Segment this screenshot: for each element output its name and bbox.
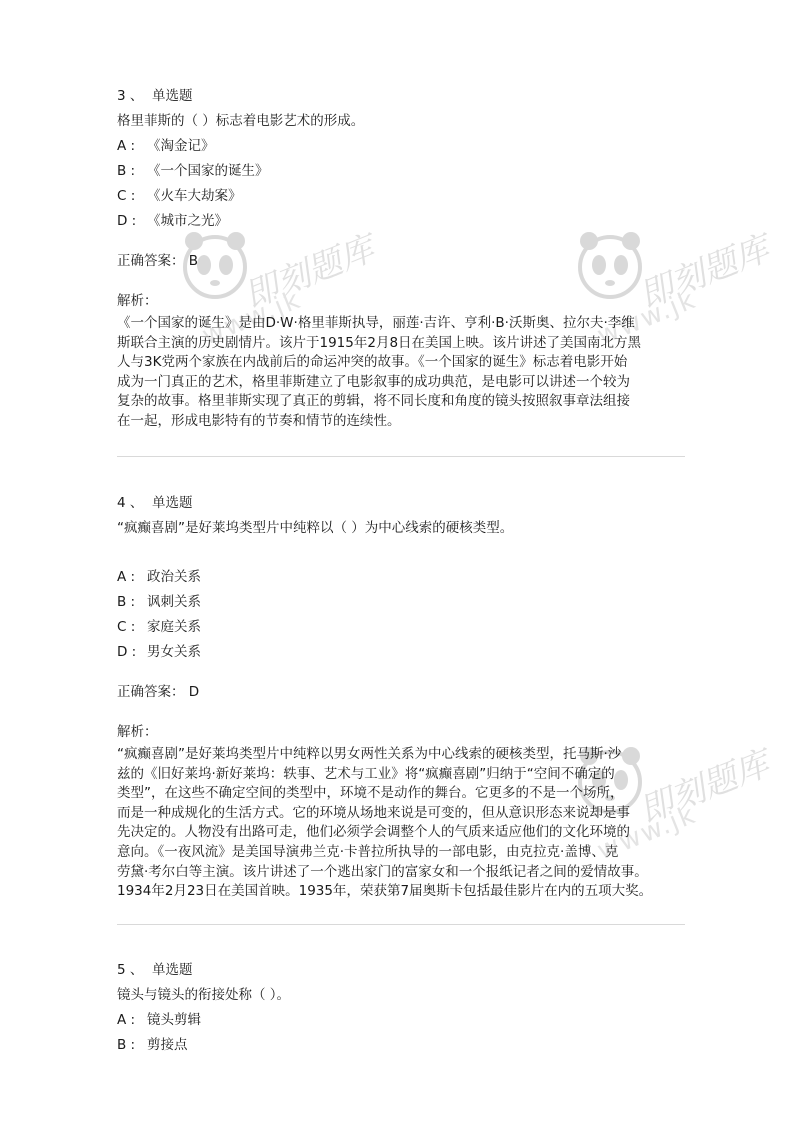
option-d[interactable] [117, 640, 687, 665]
option-text: 镜头剪辑 [147, 1012, 201, 1028]
watermark-url: www.jk [198, 284, 306, 352]
analysis-line: 劳黛·考尔白等主演。该片讲述了一个逃出家门的富家女和一个报纸记者之间的爱情故事。 [117, 863, 648, 880]
watermark-text: 即刻题库 [633, 743, 775, 832]
answer-label: 正确答案： [117, 684, 185, 700]
watermark-url: www.jk [593, 284, 701, 352]
option-b[interactable] [117, 590, 687, 615]
option-text: 家庭关系 [147, 619, 201, 635]
option-text: 《一个国家的诞生》 [147, 163, 269, 179]
option-key: A : [117, 1012, 136, 1028]
watermark-text: 即刻题库 [633, 228, 775, 317]
analysis-label: 解析： [117, 724, 158, 740]
analysis-line: 复杂的故事。格里菲斯实现了真正的剪辑，将不同长度和角度的镜头按照叙事章法组接 [117, 393, 630, 410]
option-key: B : [117, 1037, 136, 1053]
option-key: C : [117, 188, 136, 204]
question-number: 3 、 [117, 88, 144, 104]
question-type: 单选题 [151, 962, 193, 978]
option-text: 《淘金记》 [147, 138, 215, 154]
analysis-line: 斯联合主演的历史剧情片。该片于1915年2月8日在美国上映。该片讲述了美国南北方黑 [117, 334, 642, 351]
analysis-line: “疯癫喜剧”是好莱坞类型片中纯粹以男女两性关系为中心线索的硬核类型，托马斯·沙 [117, 746, 622, 762]
option-text: 讽刺关系 [147, 594, 201, 610]
divider [117, 456, 685, 457]
option-c[interactable] [117, 615, 687, 640]
question-stem: “疯癫喜剧”是好莱坞类型片中纯粹以（ ）为中心线索的硬核类型。 [117, 520, 514, 536]
question-type: 单选题 [151, 495, 193, 511]
analysis-line: 类型”，在这些不确定空间的类型中，环境不是动作的舞台。它更多的不是一个场所， [117, 785, 624, 802]
analysis-text [117, 745, 687, 902]
option-key: D : [117, 644, 137, 660]
option-key: A : [117, 569, 136, 585]
option-a[interactable] [117, 1008, 687, 1033]
option-text: 男女关系 [147, 644, 201, 660]
analysis-line: 而是一种成规化的生活方式。它的环境从场地来说是可变的，但从意识形态来说却是事 [117, 804, 630, 821]
question-type: 单选题 [151, 88, 193, 104]
answer-label: 正确答案： [117, 253, 185, 269]
option-key: B : [117, 163, 136, 179]
analysis-line: 在一起，形成电影特有的节奏和情节的连续性。 [117, 412, 401, 429]
analysis-line: 成为一门真正的艺术，格里菲斯建立了电影叙事的成功典范，是电影可以讲述一个较为 [117, 373, 630, 390]
analysis-line: 人与3K党两个家族在内战前后的命运冲突的故事。《一个国家的诞生》标志着电影开始 [117, 354, 628, 371]
question-number: 4 、 [117, 495, 144, 511]
question-header [117, 84, 687, 109]
option-a[interactable] [117, 134, 687, 159]
option-b[interactable] [117, 1033, 687, 1058]
analysis-label: 解析： [117, 293, 158, 309]
question-3 [117, 84, 687, 432]
option-text: 《火车大劫案》 [147, 188, 242, 204]
option-key: B : [117, 594, 136, 610]
question-stem: 格里菲斯的（ ）标志着电影艺术的形成。 [117, 113, 365, 129]
analysis-line: 1934年2月23日在美国首映。1935年，荣获第7届奥斯卡包括最佳影片在内的五项大奖。 [117, 883, 653, 900]
watermark-url: www.jk [593, 799, 701, 867]
correct-answer [117, 680, 687, 705]
analysis-line: 先决定的。人物没有出路可走，他们必须学会调整个人的气质来适应他们的文化环境的 [117, 824, 630, 841]
answer-value: D [188, 684, 200, 700]
correct-answer [117, 249, 687, 274]
analysis-text [117, 314, 687, 432]
analysis-line: 兹的《旧好莱坞·新好莱坞：轶事、艺术与工业》将“疯癫喜剧”归纳于“空间不确定的 [117, 765, 615, 782]
option-c[interactable] [117, 184, 687, 209]
option-text: 剪接点 [147, 1037, 188, 1053]
option-text: 政治关系 [147, 569, 201, 585]
option-b[interactable] [117, 159, 687, 184]
option-d[interactable] [117, 209, 687, 234]
question-header [117, 958, 687, 983]
question-5 [117, 958, 687, 1058]
option-key: C : [117, 619, 136, 635]
question-number: 5 、 [117, 962, 144, 978]
option-text: 《城市之光》 [147, 213, 228, 229]
option-a[interactable] [117, 565, 687, 590]
analysis-line: 《一个国家的诞生》是由D·W·格里菲斯执导，丽莲·吉许、亨利·B·沃斯奥、拉尔夫·李维 [117, 315, 635, 331]
analysis-line: 意向。《一夜风流》是美国导演弗兰克·卡普拉所执导的一部电影，由克拉克·盖博、克 [117, 843, 619, 860]
option-key: A : [117, 138, 136, 154]
answer-value: B [188, 253, 199, 269]
question-stem: 镜头与镜头的衔接处称（ ）。 [117, 987, 291, 1003]
watermark-text: 即刻题库 [238, 228, 380, 317]
question-4 [117, 491, 687, 902]
question-header [117, 491, 687, 516]
option-key: D : [117, 213, 137, 229]
divider [117, 924, 685, 925]
